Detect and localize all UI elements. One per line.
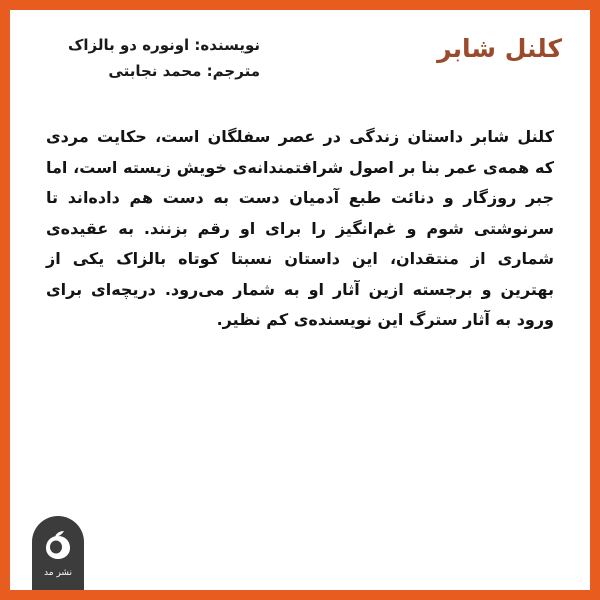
book-title: کلنل شابر	[437, 34, 562, 63]
publisher-logo-icon	[44, 530, 72, 560]
translator-line: مترجم: محمد نجابتی	[108, 62, 260, 80]
author-line: نویسنده: اونوره دو بالزاک	[68, 36, 260, 54]
book-credits	[68, 32, 260, 84]
book-description: کلنل شابر داستان زندگی در عصر سفلگان است، حکایت مردی که همه‌ی عمر بنا بر اصول شرافتمندانه‌ی خویش زیسته است، اما جبر روزگار و دنائت طبع آدمیان دست به دست هم داده‌اند تا سرنوشتی شوم و غم‌انگیز را برای او رقم بزنند. به عقیده‌ی شماری از منتقدان، این داستان نسبتا کوتاه بالزاک یکی از بهترین و برجسته ازین آثار او به شمار می‌رود. دریچه‌ای برای ورود به آثار سترگ این نویسنده‌ی کم نظیر.	[46, 127, 554, 329]
publisher-logo	[32, 516, 84, 590]
publisher-name: نشر مد	[44, 568, 72, 578]
book-card	[10, 10, 590, 590]
